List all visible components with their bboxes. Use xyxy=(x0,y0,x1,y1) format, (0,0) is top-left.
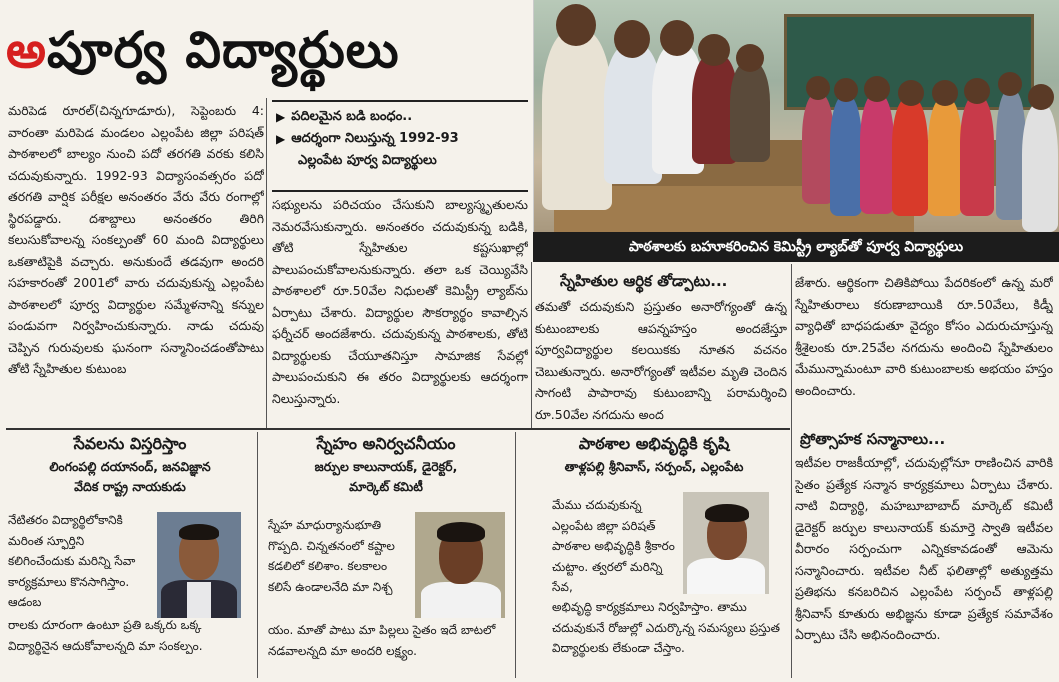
article-text-2: సభ్యులను పరిచయం చేసుకుని బాల్యస్మృతులను నెమరవేసుకున్నారు. అనంతరం చదువుకున్న బడికి, తోటి స్నేహితుల కష్టసుఖాల్లో పాలుపంచుకోవాలనుకున్నారు. తలా ఒక చెయ్యివేసి పాఠశాలలో రూ.50వేల నిధులతో కెమిస్ట్రీ ల్యాబ్‌ను ఏర్పాటు చేశారు. విద్యార్థుల సౌకర్యార్థం కావాల్సిన ఫర్నీచర్ అందజేశారు. చదువుకున్న పాఠశాలకు, తోటి విద్యార్థులకు చేయూతనిస్తూ సామాజిక సేవల్లో పాలుపంచుకుని ఈ తరం విద్యార్థులకు ఆదర్శంగా నిలుస్తున్నారు. xyxy=(272,197,528,406)
section-divider xyxy=(6,428,790,430)
play-arrow-icon: ▶ xyxy=(276,132,286,146)
quote-box-3-byline-1: తాళ్లపల్లి శ్రీనివాస్, సర్పంచ్, ఎల్లంపేట xyxy=(564,459,744,474)
quote-box-2-byline-1: జర్పుల కాలునాయక్, డైరెక్టర్, xyxy=(314,459,458,474)
article-text-3: తమతో చదువుకుని ప్రస్తుతం అనారోగ్యంతో ఉన్న కుటుంబాలకు ఆపన్నహస్తం అందజేస్తూ పూర్వవిద్యార్థుల కలయికకు నూతన వచనం చెబుతున్నారు. అనారోగ్యంతో ఇటీవల మృతి చెందిన సాగంటి పాపారావు కుటుంబాన్ని పరామర్శించి రూ.50వేల నగదును అంద xyxy=(535,299,787,422)
subhead-financial-help: స్నేహితుల ఆర్థిక తోడ్పాటు... xyxy=(560,272,728,290)
quote-box-1-byline-2: వేదిక రాష్ట్ర నాయకుడు xyxy=(74,479,186,494)
column-divider xyxy=(791,264,792,678)
article-text-1: మరిపెడ రూరల్(చిన్నగూడూరు), సెప్టెంబరు 4: వారంతా మరిపెడ మండలం ఎల్లంపేట జిల్లా పరిషత్ పాఠశాలలో బాల్యం నుంచి పదో తరగతి వరకు కలిసి చదువుకున్నారు. 1992-93 విద్యాసంవత్సరం పదో తరగతి వార్షిక పరీక్షల అనంతరం వేరు వేరు రంగాల్లో స్థిరపడ్డారు. దశాబ్దాలు అనంతరం తిరిగి కలుసుకోవాలన్న సంకల్పంతో 60 మంది విద్యార్థులు ఒకతాటిపైకి వచ్చారు. అనుకుందే తడవుగా అందరి సహకారంతో 2001లో వారు చదువుకున్న ఎల్లంపేట పాఠశాలలో పూర్వ విద్యార్థుల సమ్మేళనాన్ని కన్నుల పండువగా నిర్వహించుకున్నారు. నాడు చదువు చెప్పిన గురువులకు ఘనంగా సన్మానించడంతోపాటు తోటి స్నేహితుల కుటుంబ xyxy=(8,103,264,376)
article-column-1 xyxy=(8,100,264,430)
group-photo xyxy=(533,0,1059,232)
subhead-felicitations: ప్రోత్సాహక సన్మానాలు... xyxy=(800,430,946,448)
headline-initial: అ xyxy=(6,21,47,79)
kicker-2-text: ఆదర్శంగా నిలుస్తున్న 1992-93 xyxy=(291,131,459,146)
article-text-4: జేశారు. ఆర్థికంగా చితికిపోయి పేదరికంలో ఉన్న మరో స్నేహితురాలు కరుణాబాయికి రూ.50వేలు, కిడ్నీ వ్యాధితో బాధపడుతూ వైద్యం కోసం ఎదురుచూస్తున్న శ్రీశైలంకు రూ.25వేల నగదును అందించి స్నేహితులం మేమున్నామంటూ వారి కుటుంబాలకు అభయం హస్తం అందించారు. xyxy=(795,275,1053,398)
article-column-4 xyxy=(795,272,1053,412)
headline-text: పూర్వ విద్యార్థులు xyxy=(47,21,400,79)
kicker-box xyxy=(272,100,528,192)
article-column-3 xyxy=(535,296,787,426)
kicker-1-text: పదిలమైన బడి బంధం.. xyxy=(291,109,413,124)
photo-caption: పాఠశాలకు బహూకరించిన కెమిస్ట్రీ ల్యాబ్‌తో పూర్వ విద్యార్థులు xyxy=(533,232,1059,262)
column-divider xyxy=(531,262,532,428)
quote-box-2-byline-2: మార్కెట్ కమిటీ xyxy=(349,479,423,494)
portrait-kalunayak xyxy=(415,512,505,618)
quote-box-1-text-a: నేటితరం విద్యార్థిలోకానికి మరింత స్ఫూర్తిని కలిగించేందుకు మరిన్ని సేవా కార్యక్రమాలు కొనసాగిస్తాం. ఆడంబ xyxy=(8,513,136,609)
article-text-5: ఇటీవల రాజకీయాల్లో, చదువుల్లోనూ రాణించిన వారికి సైతం ప్రత్యేక సన్మాన కార్యక్రమాలు ఏర్పాటు చేశారు. నాటి విద్యార్థి, మహబూబాబాద్ మార్కెట్ కమిటీ డైరెక్టర్ జర్పుల కాలునాయక్ కుమార్తె స్వాతి ఇటీవల వీరారం సర్పంచుగా ఎన్నికకావడంతో ఆమెను సన్మానించారు. ఇటీవల నీట్ ఫలితాల్లో అత్యుత్తమ ప్రతిభను కనబరిచిన ఎల్లంపేట సర్పంచ్ తాళ్లపల్లి శ్రీనివాస్ కూతురు అభిజ్ఞను కూడా ప్రత్యేక సమావేశం ఏర్పాటు చేసి అభినందించారు. xyxy=(795,455,1053,642)
article-column-2 xyxy=(272,194,528,426)
quote-box-1-text-b: రాలకు దూరంగా ఉంటూ ప్రతి ఒక్కరు ఒక్క విద్యార్థినైన ఆదుకోవాలన్నది మా సంకల్పం. xyxy=(8,618,203,653)
play-arrow-icon: ▶ xyxy=(276,110,286,124)
kicker-1 xyxy=(276,106,524,128)
article-column-5 xyxy=(795,452,1053,678)
kicker-2-line2: ఎల్లంపేట పూర్వ విద్యార్థులు xyxy=(298,153,437,168)
quote-box-3-text-b: అభివృద్ధి కార్యక్రమాలు నిర్వహిస్తాం. తాము చదువుకునే రోజుల్లో ఎదుర్కొన్న సమస్యలు ప్రస్తుత విద్యార్థులకు లేకుండా చేస్తాం. xyxy=(552,600,781,655)
quote-box-2-title: స్నేహం అనిర్వచనీయం xyxy=(316,434,456,453)
box-divider xyxy=(515,432,516,678)
quote-box-2-text-b: యం. మాతో పాటు మా పిల్లలు సైతం ఇదే బాటలో నడవాలన్నది మా అందరి లక్ష్యం. xyxy=(268,623,496,658)
quote-box-2-text-a: స్నేహ మాధుర్యానుభూతి గొప్పది. చిన్నతనంలో కష్టాల కడలిలో కలిశాం. కలకాలం కలిసే ఉండాలనేది మా నిశ్చ xyxy=(268,518,395,594)
headline xyxy=(6,6,526,94)
kicker-2 xyxy=(276,128,524,150)
portrait-srinivas xyxy=(683,492,769,594)
quote-box-3-text-a: మేము చదువుకున్న ఎల్లంపేట జిల్లా పరిషత్ పాఠశాల అభివృద్ధికి శ్రీకారం చుట్టాం. త్వరలో మరిన్ని సేవ, xyxy=(552,498,675,594)
box-divider xyxy=(257,432,258,678)
portrait-dayanand xyxy=(157,512,241,618)
quote-box-3-title: పాఠశాల అభివృద్ధికి కృషి xyxy=(578,434,730,453)
column-divider xyxy=(266,98,267,428)
quote-box-1-byline-1: లింగంపల్లి దయానంద్, జనవిజ్ఞాన xyxy=(49,459,211,474)
quote-box-1-title: సేవలను విస్తరిస్తాం xyxy=(73,434,187,453)
